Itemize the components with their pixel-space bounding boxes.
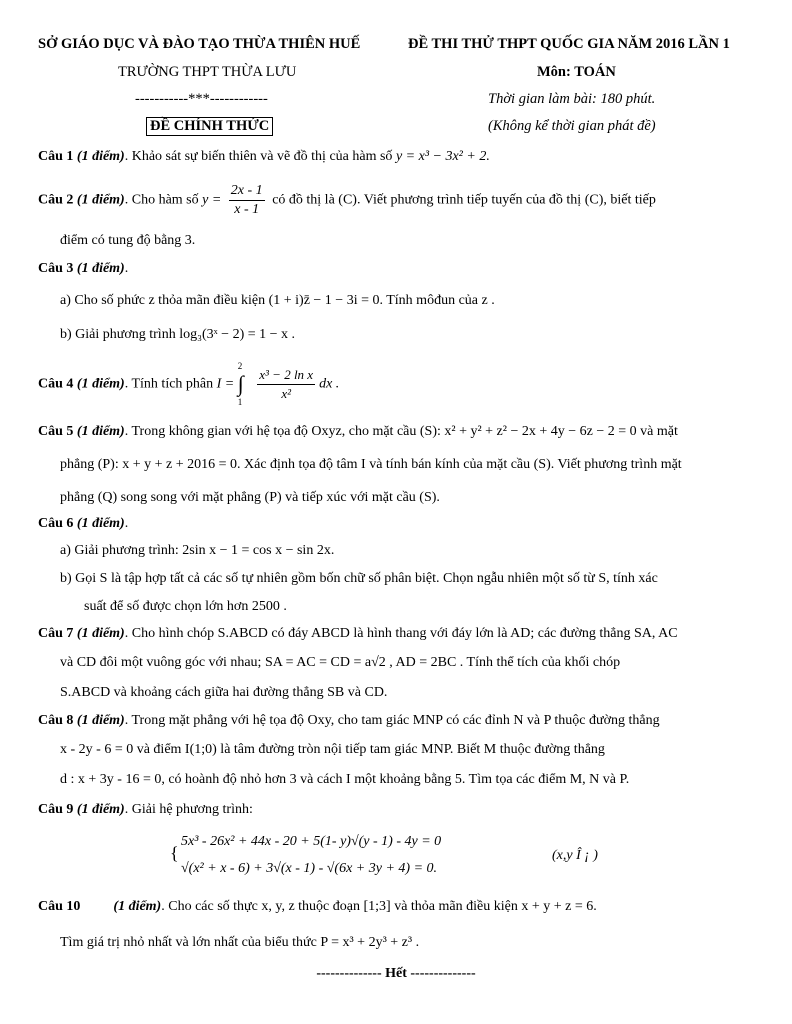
q2-denominator: x - 1: [234, 202, 260, 217]
q4-lhs: I =: [216, 376, 235, 392]
q2-lhs: y =: [202, 192, 222, 208]
q5-line2: phẳng (P): x + y + z + 2016 = 0. Xác định tọa độ tâm I và tính bán kính của mặt cầu (S). Viết phương trình mặt: [60, 457, 682, 472]
q4-fraction: [257, 366, 315, 403]
q4-denominator: x²: [281, 386, 291, 401]
integral-lower: 1: [237, 397, 243, 407]
q8-label: Câu 8: [38, 713, 74, 728]
q3-part-b: b) Giải phương trình log₃(3ˣ − 2) = 1 − x .: [60, 327, 296, 342]
q7-line1: . Cho hình chóp S.ABCD có đáy ABCD là hình thang với đáy lớn là AD; các đường thẳng SA, AC: [124, 626, 678, 641]
stars-divider: -----------***------------: [135, 91, 268, 107]
q4-tail: dx .: [319, 376, 340, 392]
q7-label: Câu 7: [38, 626, 74, 641]
question-9: [38, 802, 253, 818]
q9-text: . Giải hệ phương trình:: [124, 802, 253, 817]
integral-upper: 2: [237, 361, 243, 371]
q6-points: (1 điểm): [76, 516, 125, 531]
q2-text: . Cho hàm số: [124, 192, 199, 208]
school-name: TRƯỜNG THPT THỪA LƯU: [118, 64, 297, 80]
system-brace: {: [170, 843, 179, 863]
q1-formula: y = x³ − 3x² + 2.: [395, 149, 490, 164]
question-2: [38, 182, 656, 219]
q2-label: Câu 2: [38, 192, 74, 208]
q7-points: (1 điểm): [76, 626, 125, 641]
q2-points: (1 điểm): [76, 192, 125, 208]
q8-line1: . Trong mặt phẳng với hệ tọa độ Oxy, cho tam giác MNP có các đỉnh N và P thuộc đường thẳng: [124, 713, 660, 728]
q4-numerator: x³ − 2 ln x: [257, 366, 315, 385]
q7-line3: S.ABCD và khoảng cách giữa hai đường thẳng SB và CD.: [60, 685, 388, 700]
q10-points: (1 điểm): [113, 899, 162, 914]
question-4: [38, 361, 340, 407]
q5-points: (1 điểm): [76, 424, 125, 439]
q3-text: .: [124, 261, 129, 276]
exam-note: (Không kể thời gian phát đề): [488, 118, 656, 134]
q8-line3: d : x + 3y - 16 = 0, có hoành độ nhỏ hơn 3 và cách I một khoảng bằng 5. Tìm tọa các điểm M, N và P.: [60, 772, 630, 787]
q3-label: Câu 3: [38, 261, 74, 276]
q4-points: (1 điểm): [76, 376, 125, 392]
q5-label: Câu 5: [38, 424, 74, 439]
question-6: [38, 516, 128, 532]
end-marker: -------------- Hết --------------: [316, 966, 476, 981]
q2-numerator: 2x - 1: [229, 182, 265, 201]
q9-equation-2: √(x² + x - 6) + 3√(x - 1) - √(6x + 3y + 4) = 0.: [181, 861, 438, 876]
question-8: [38, 713, 660, 729]
q10-line1: . Cho các số thực x, y, z thuộc đoạn [1;3] và thỏa mãn điều kiện x + y + z = 6.: [161, 899, 597, 914]
q7-line2: và CD đôi một vuông góc với nhau; SA = AC = CD = a√2 , AD = 2BC . Tính thể tích của khối chóp: [60, 655, 621, 670]
q6-text: .: [124, 516, 129, 531]
q9-label: Câu 9: [38, 802, 74, 817]
q8-points: (1 điểm): [76, 713, 125, 728]
q4-label: Câu 4: [38, 376, 74, 392]
question-3: [38, 261, 128, 277]
exam-duration: Thời gian làm bài: 180 phút.: [488, 91, 656, 107]
question-1: [38, 149, 490, 165]
subject: Môn: TOÁN: [537, 64, 616, 80]
q3-part-a: a) Cho số phức z thỏa mãn điều kiện (1 + i)z̄ − 1 − 3i = 0. Tính môđun của z .: [60, 293, 495, 308]
q4-text: . Tính tích phân: [124, 376, 214, 392]
q9-points: (1 điểm): [76, 802, 125, 817]
q8-line2: x - 2y - 6 = 0 và điểm I(1;0) là tâm đường tròn nội tiếp tam giác MNP. Biết M thuộc đường thẳng: [60, 742, 605, 757]
q6-label: Câu 6: [38, 516, 74, 531]
q1-label: Câu 1: [38, 149, 74, 164]
q3-points: (1 điểm): [76, 261, 125, 276]
q2-text2: có đồ thị là (C). Viết phương trình tiếp tuyến của đồ thị (C), biết tiếp: [272, 192, 656, 208]
q6-part-a: a) Giải phương trình: 2sin x − 1 = cos x − sin 2x.: [60, 543, 335, 558]
q9-equation-1: 5x³ - 26x² + 44x - 20 + 5(1- y)√(y - 1) - 4y = 0: [181, 834, 442, 849]
q2-line2: điểm có tung độ bằng 3.: [60, 233, 196, 248]
question-5: [38, 424, 678, 440]
exam-title: ĐỀ THI THỬ THPT QUỐC GIA NĂM 2016 LẦN 1: [408, 36, 730, 52]
integral-sign: ∫ 2 1: [237, 361, 244, 407]
q6-part-b-line1: b) Gọi S là tập hợp tất cả các số tự nhiên gồm bốn chữ số phân biệt. Chọn ngẫu nhiên một số từ S, tính xác: [60, 571, 658, 586]
q1-text: . Khảo sát sự biến thiên và vẽ đồ thị của hàm số: [124, 149, 393, 164]
question-7: [38, 626, 678, 642]
q10-label: Câu 10: [38, 899, 81, 914]
q9-domain: (x,y Î ¡ ): [552, 848, 598, 863]
q5-line3: phẳng (Q) song song với mặt phẳng (P) và tiếp xúc với mặt cầu (S).: [60, 490, 440, 505]
q5-line1: . Trong không gian với hệ tọa độ Oxyz, cho mặt cầu (S): x² + y² + z² − 2x + 4y − 6z − 2 = 0 và mặt: [124, 424, 678, 439]
q10-line2: Tìm giá trị nhỏ nhất và lớn nhất của biểu thức P = x³ + 2y³ + z³ .: [60, 935, 420, 950]
official-badge: ĐỀ CHÍNH THỨC: [146, 117, 273, 136]
org-name: SỞ GIÁO DỤC VÀ ĐÀO TẠO THỪA THIÊN HUẾ: [38, 36, 361, 52]
q1-points: (1 điểm): [76, 149, 125, 164]
q2-fraction: [229, 182, 265, 219]
q6-part-b-line2: suất để số được chọn lớn hơn 2500 .: [84, 599, 287, 614]
question-10: [38, 899, 597, 915]
